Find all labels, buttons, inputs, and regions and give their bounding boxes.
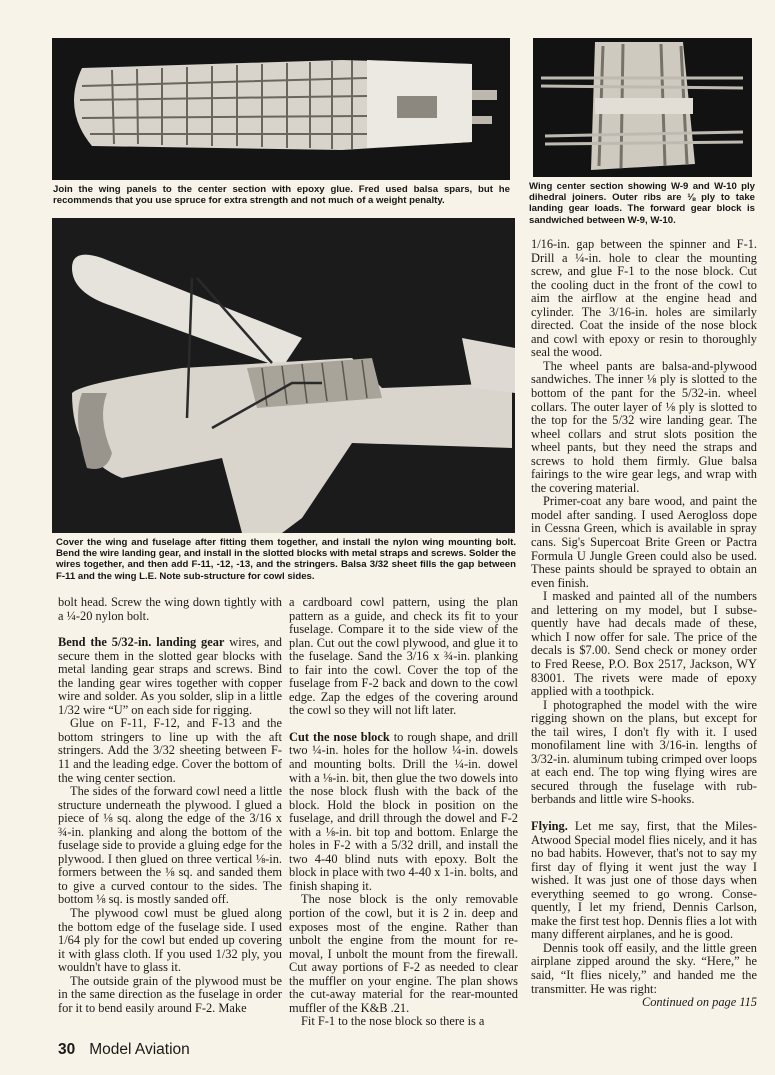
caption-wing-panels: Join the wing panels to the center section with epoxy glue. Fred used balsa spars, but he recommends that you use spruce for extra strength and not much of a weight penalty. [53, 184, 510, 207]
article-paragraph [531, 590, 757, 698]
paragraph-lead-in: Bend the 5/32-in. landing gear [58, 635, 225, 650]
article-paragraph [531, 699, 757, 807]
article-column-right [531, 238, 757, 1010]
paragraph-text: Glue on F-11, F-12, and F-13 and the bottom stringers to line up with the aft stringers. Add the 3/32 sheeting between F-11 and the leading edge. Cover the bottom of the wing center section. [58, 716, 282, 785]
paragraph-text: The plywood cowl must be glued along the bottom edge of the fuselage side. I used 1/64 ply for the cowl but ended up covering it with glass cloth. If you used 1/32 ply, you wouldn't have to glass it. [58, 906, 282, 975]
paragraph-text: I photographed the model with the wire rigging shown on the plans, but except for the tail wires, I don't fly with it. I used monofilament line with 3/16-in. lengths of 3/32-in. aluminum tubing crimped over loops at each end. The top wing flying wires are secured through the fuselage with rubberbands and little wire S-hooks. [531, 697, 757, 807]
article-paragraph [58, 907, 282, 975]
paragraph-text: Let me say, first, that the Miles-Atwood Special model flies nicely, and it has no bad habits. However, that's not to say my first day of flying it went just the way I wished. It was just one of those days when everything seemed to go wrong. Consequently, I let my friend, Dennis Carlson, make the first test hop. Dennis flies a lot with many different airplanes, and he is good. [531, 818, 757, 942]
article-paragraph [58, 596, 282, 623]
paragraph-lead-in: Flying. [531, 818, 568, 833]
magazine-name: Model Aviation [89, 1041, 190, 1058]
paragraph-text: I masked and painted all of the numbers and lettering on my model, but I subsequently have had decals made of these, which I now offer for sale. The price of the decals is $7.00. Send check or money order to Fred Reese, P.O. Box 2517, Jackson, WY 83001. The rivets were made of epoxy applied with a toothpick. [531, 589, 757, 699]
paragraph-text: bolt head. Screw the wing down tightly with a ¼-20 nylon bolt. [58, 595, 282, 623]
article-column-left [58, 596, 282, 1015]
article-paragraph [531, 495, 757, 590]
covered-model-illustration [52, 218, 515, 533]
caption-covered-model: Cover the wing and fuselage after fitting them together, and install the nylon wing mounting bolt. Bend the wire landing gear, and install in the slotted blocks with metal straps and screws. Solder the wires together, and then add F-11, -12, -13, and the stringers. Balsa 3/32 sheet fills the gap between F-11 and the wing L.E. Note sub-structure for cowl sides. [56, 537, 516, 582]
article-paragraph [58, 717, 282, 785]
photo-wing-panels [52, 38, 510, 180]
continued-notice: Continued on page 115 [641, 995, 757, 1010]
page-number: 30 [58, 1041, 76, 1058]
article-paragraph [289, 1015, 518, 1029]
paragraph-text: The nose block is the only removable portion of the cowl, but it is 2 in. deep and exposes most of the engine. Rather than unbolt the engine from the mount for removal, I unbolt the mount from the firewall. Cut away portions of F-2 as needed to clear the muffler on your engine. The plan shows the cut-away material for the rear-mounted muffler of the K&B .21. [289, 892, 518, 1015]
paragraph-lead-in: Cut the nose block [289, 729, 390, 744]
paragraph-text: Primer-coat any bare wood, and paint the model after sanding. I used Aerogloss dope in Cessna Green, which is available in spray cans. Sig's Supercoat Brite Green or Pactra Formula U Jungle Green could also be used. These paints should be sprayed to obtain an even finish. [531, 494, 757, 590]
paragraph-text: Fit F-1 to the nose block so there is a [301, 1014, 485, 1029]
paragraph-text: wires, and secure them in the slotted gear blocks with metal landing gear straps and screws. Bind the landing gear wires together with copper wire and solder. As you solder, slip in a little 1/32 wire “U” on each side for rigging. [58, 635, 282, 717]
article-paragraph [58, 636, 282, 717]
wing-structure-illustration [52, 38, 510, 180]
caption-center-section: Wing center section showing W-9 and W-10 ply dihedral joiners. Outer ribs are ⅛ ply to take landing gear loads. The forward gear block is sandwiched between W-9, W-10. [529, 181, 755, 226]
paragraph-text: Dennis took off easily, and the little green airplane zipped around the sky. “Here,” he said, “It flies nicely,” and handed me the transmitter. He was right: [531, 940, 757, 996]
article-paragraph [289, 596, 518, 718]
center-section-illustration [533, 38, 752, 177]
article-paragraph [531, 942, 757, 996]
article-paragraph [289, 731, 518, 894]
paragraph-text: The wheel pants are balsa-and-plywood sandwiches. The inner ⅛ ply is slotted to the bottom of the pant for the 5/32-in. wheel collars. The outer layer of ⅛ ply is slotted to the top for the 5/32 wire landing gear. The wheel collars and strut slots position the wheel pants, but they need the straps and screws to hold them firmly. Glue balsa fairings to the wire gear legs, and wrap with the covering material. [531, 358, 757, 495]
article-paragraph [289, 893, 518, 1015]
article-paragraph [531, 820, 757, 942]
photo-wing-center-section [533, 38, 752, 177]
article-paragraph [58, 975, 282, 1016]
page-folio [58, 1041, 190, 1059]
article-paragraph [531, 360, 757, 495]
article-column-middle [289, 596, 518, 1029]
paragraph-text: 1/16-in. gap between the spinner and F-1. Drill a ¼-in. hole to clear the mounting screw, and glue F-1 to the nose block. Cut the cooling duct in the front of the cowl to aim the airflow at the engine head and cylinder. The 3/16-in. holes are similarly directed. Coat the inside of the nose block and cowl with epoxy or resin to thoroughly seal the wood. [531, 237, 757, 360]
article-paragraph [531, 238, 757, 360]
paragraph-text: The sides of the forward cowl need a little structure underneath the plywood. I glued a piece of ⅛ sq. along the edge of the 3/16 x ¾-in. planking and along the bottom of the fuselage side to provide a gluing edge for the plywood. I then glued on three vertical ⅛-in. formers between the ⅛ sq. and sanded them to give a curved contour to the sides. The bottom ⅛ sq. is mostly sanded off. [58, 784, 282, 907]
paragraph-text: a cardboard cowl pattern, using the plan pattern as a guide, and check its fit to your fuselage. Compare it to the side view of the plan. Cut out the cowl plywood, and glue it to the fuselage. Sand the 3/16 x ¾-in. planking to fair into the cowl. Cover the top of the fuselage from F-2 back and down to the cowl edge. Zap the edges of the covering around the cowl so they will not lift later. [289, 595, 518, 718]
paragraph-text: The outside grain of the plywood must be in the same direction as the fuselage in order for it to bend easily around F-2. Make [58, 973, 282, 1015]
photo-wing-fuselage-covered [52, 218, 515, 533]
paragraph-text: to rough shape, and drill two ¼-in. holes for the hollow ¼-in. dowels and mounting bolts. Drill the ¼-in. dowel with a ⅛-in. bit, then glue the two dowels into the nose block flush with the back of the block. Hold the block in position on the fuselage, and drill through the dowel and F-2 with a ⅛-in. bit top and bottom. Enlarge the holes in F-2 with a 5/32 drill, and install the two 4-40 blind nuts with epoxy. Bolt the block in place with two 4-40 x 1-in. bolts, and finish shaping it. [289, 729, 518, 893]
article-paragraph [58, 785, 282, 907]
